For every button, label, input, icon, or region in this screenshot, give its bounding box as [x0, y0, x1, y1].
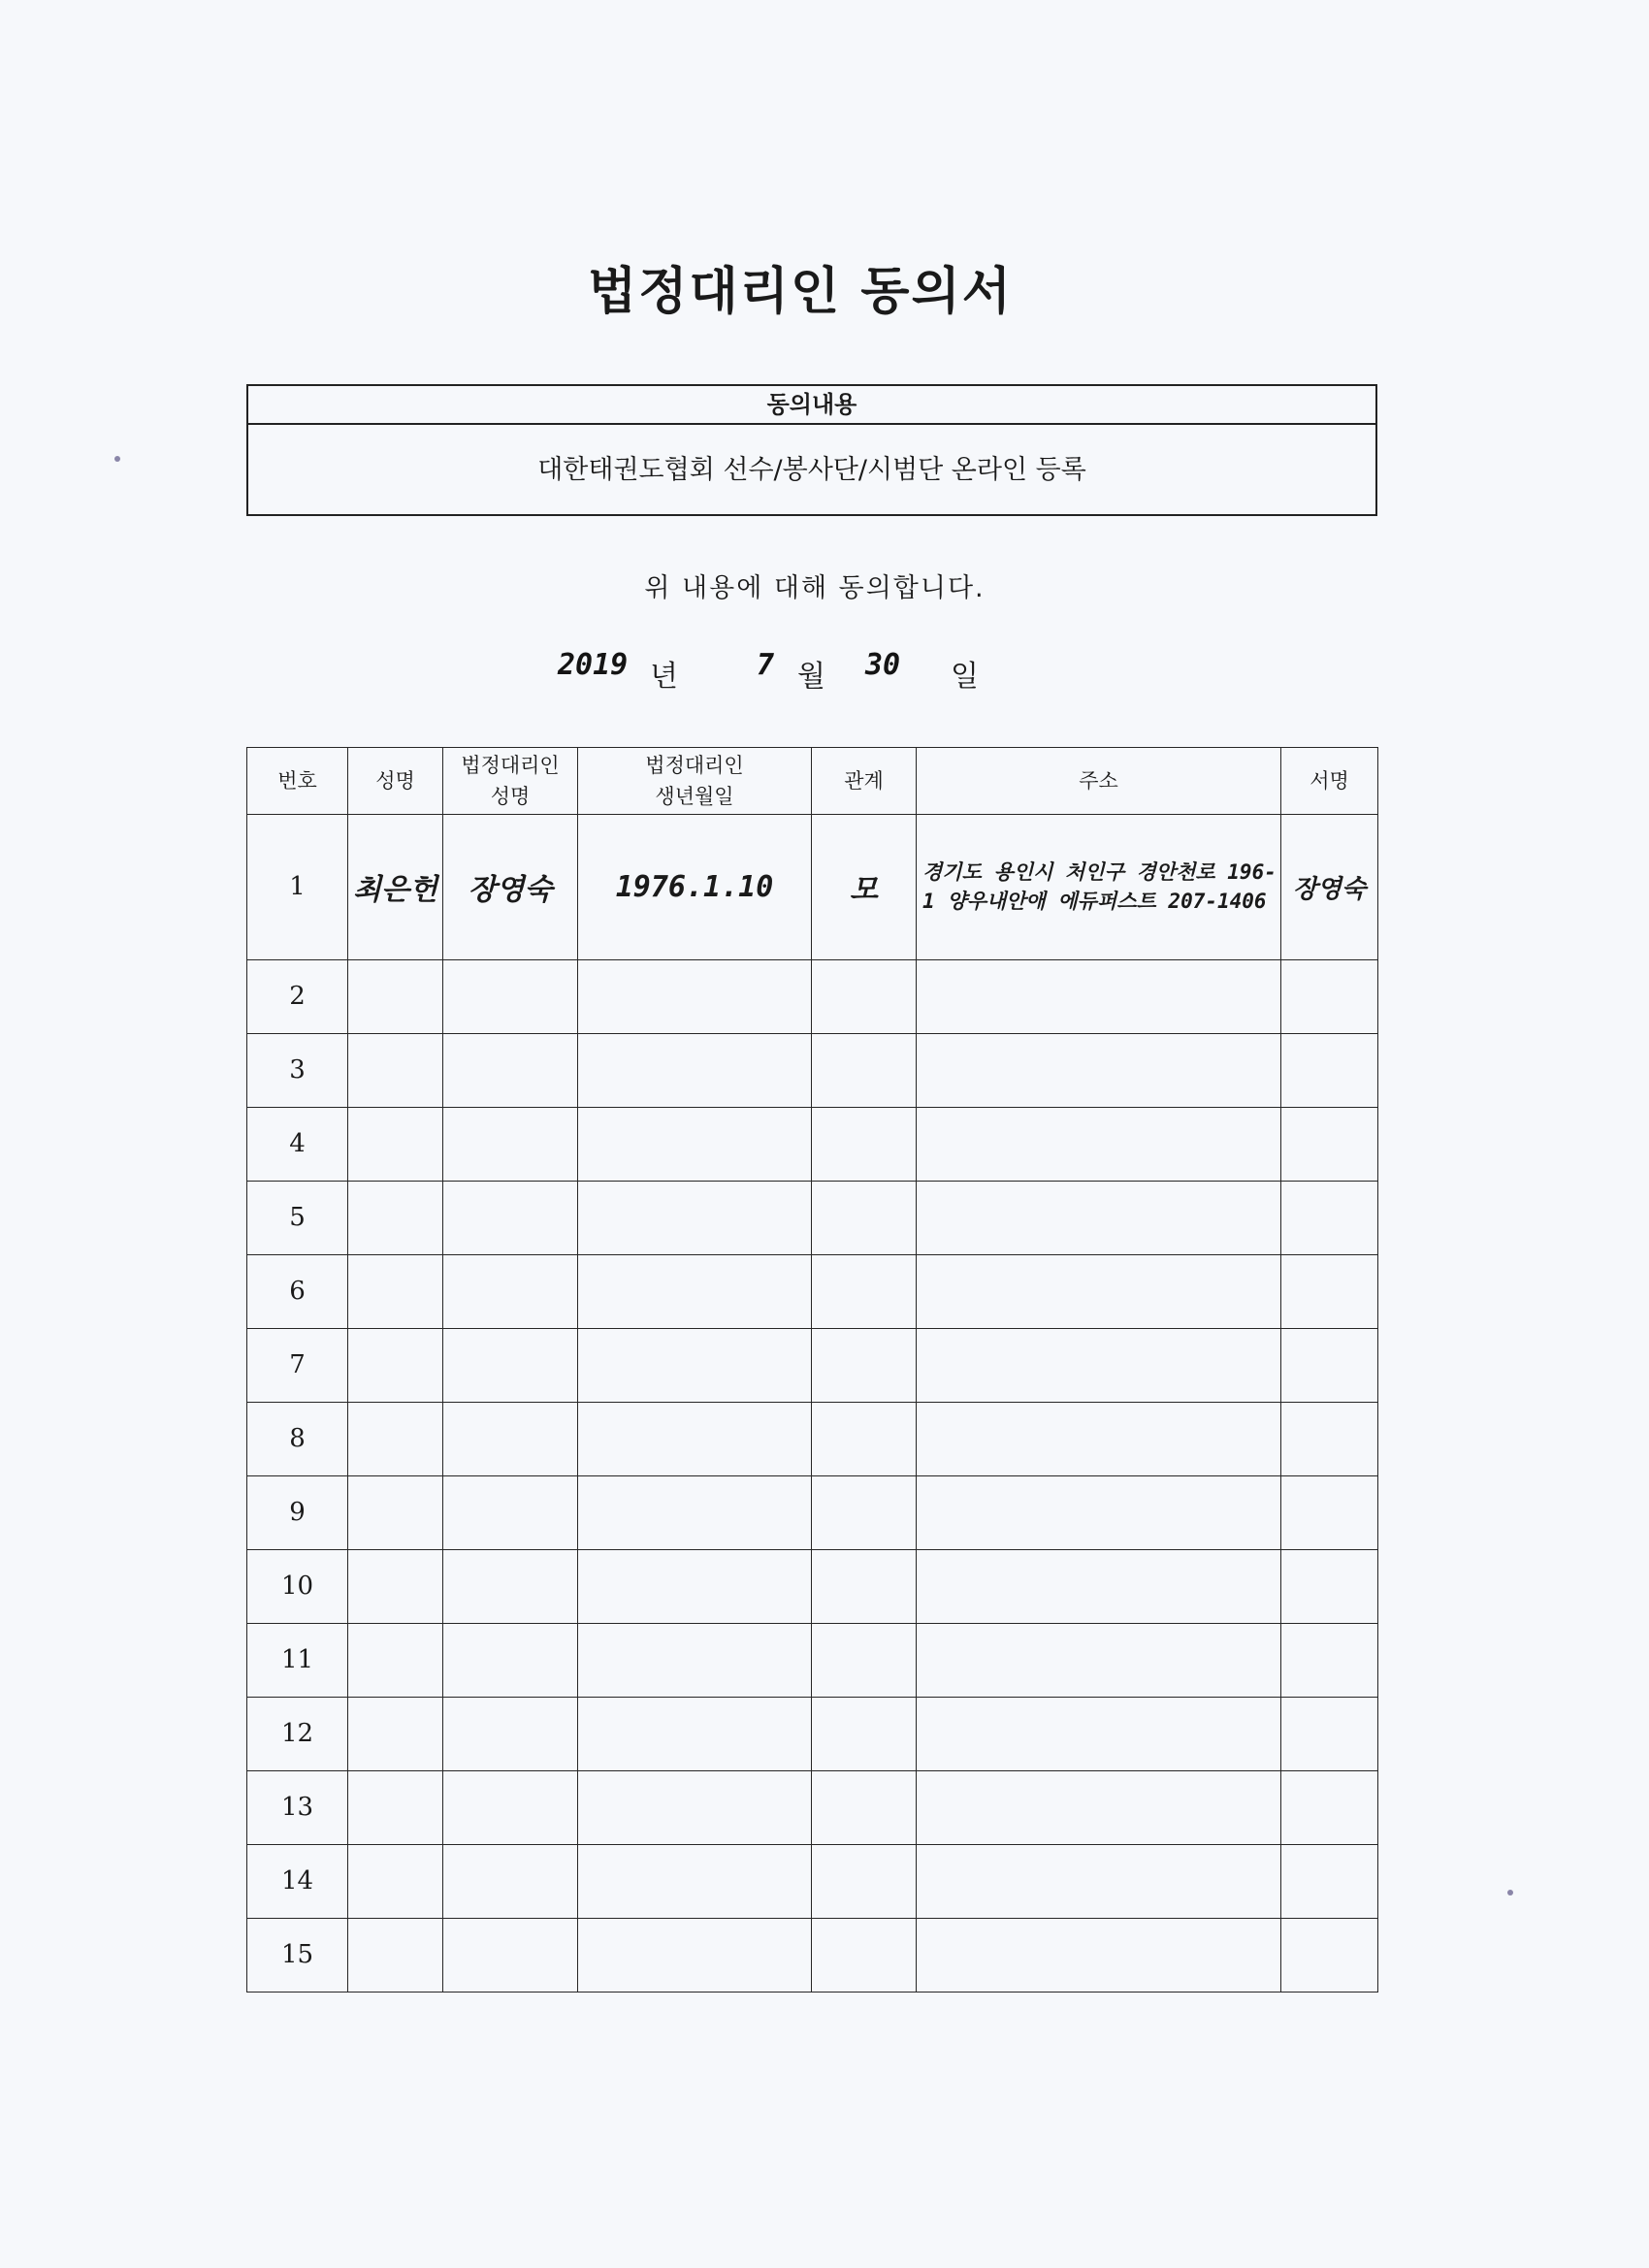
scan-speck	[114, 456, 120, 462]
cell-name	[348, 1770, 443, 1844]
cell-signature	[1281, 1918, 1378, 1992]
cell-address	[917, 1475, 1281, 1549]
cell-no: 8	[247, 1402, 348, 1475]
cell-name	[348, 1033, 443, 1107]
cell-signature	[1281, 1475, 1378, 1549]
agree-statement: 위 내용에 대해 동의합니다.	[644, 573, 986, 603]
cell-birth	[578, 959, 812, 1033]
cell-address	[917, 1107, 1281, 1181]
cell-birth	[578, 1181, 812, 1254]
cell-guardian	[443, 1697, 578, 1770]
date-line	[0, 648, 1649, 697]
cell-signature	[1281, 1107, 1378, 1181]
cell-birth: 1976.1.10	[578, 815, 812, 960]
date-day-unit: 일	[951, 660, 979, 694]
table-row	[247, 815, 1378, 960]
cell-relation	[812, 959, 917, 1033]
cell-relation	[812, 1770, 917, 1844]
table-row	[247, 1623, 1378, 1697]
cell-birth	[578, 1918, 812, 1992]
cell-signature: 장영숙	[1281, 815, 1378, 960]
cell-birth	[578, 1623, 812, 1697]
cell-birth	[578, 1697, 812, 1770]
cell-relation	[812, 1328, 917, 1402]
date-year: 2019	[558, 648, 629, 682]
cell-relation	[812, 1033, 917, 1107]
cell-name	[348, 1328, 443, 1402]
cell-birth	[578, 1549, 812, 1623]
cell-guardian: 장영숙	[443, 815, 578, 960]
cell-relation	[812, 1254, 917, 1328]
cell-guardian	[443, 1475, 578, 1549]
table-row	[247, 1697, 1378, 1770]
cell-signature	[1281, 1623, 1378, 1697]
cell-relation	[812, 1549, 917, 1623]
cell-relation	[812, 1181, 917, 1254]
cell-name	[348, 1697, 443, 1770]
cell-name	[348, 1107, 443, 1181]
cell-birth	[578, 1254, 812, 1328]
cell-guardian	[443, 1844, 578, 1918]
cell-no: 13	[247, 1770, 348, 1844]
cell-signature	[1281, 1549, 1378, 1623]
cell-signature	[1281, 1328, 1378, 1402]
table-row	[247, 1402, 1378, 1475]
cell-relation	[812, 1107, 917, 1181]
date-month-unit: 월	[797, 660, 825, 694]
cell-address: 경기도 용인시 처인구 경안천로 196-1 양우내안애 에듀퍼스트 207-1406	[917, 815, 1281, 960]
cell-no: 15	[247, 1918, 348, 1992]
cell-no: 11	[247, 1623, 348, 1697]
cell-name	[348, 1549, 443, 1623]
consent-body: 대한태권도협회 선수/봉사단/시범단 온라인 등록	[537, 455, 1086, 485]
cell-address	[917, 1697, 1281, 1770]
cell-signature	[1281, 959, 1378, 1033]
cell-address	[917, 959, 1281, 1033]
document-title: 법정대리인 동의서	[588, 262, 1013, 321]
table-row	[247, 1844, 1378, 1918]
cell-address	[917, 1402, 1281, 1475]
cell-address	[917, 1844, 1281, 1918]
table-row	[247, 1033, 1378, 1107]
consent-box	[246, 384, 1377, 516]
table-header-cell: 법정대리인 생년월일	[578, 748, 812, 815]
table-header-cell: 성명	[348, 748, 443, 815]
cell-relation	[812, 1402, 917, 1475]
cell-guardian	[443, 1770, 578, 1844]
cell-address	[917, 1328, 1281, 1402]
table-row	[247, 1770, 1378, 1844]
cell-guardian	[443, 1402, 578, 1475]
date-month: 7	[757, 648, 775, 682]
cell-birth	[578, 1402, 812, 1475]
table-header-cell: 법정대리인 성명	[443, 748, 578, 815]
cell-signature	[1281, 1254, 1378, 1328]
cell-name	[348, 1402, 443, 1475]
cell-name	[348, 959, 443, 1033]
cell-guardian	[443, 1107, 578, 1181]
cell-guardian	[443, 1918, 578, 1992]
table-row	[247, 1918, 1378, 1992]
table-header-cell: 주소	[917, 748, 1281, 815]
table-header-cell: 서명	[1281, 748, 1378, 815]
cell-guardian	[443, 1033, 578, 1107]
cell-relation	[812, 1697, 917, 1770]
cell-no: 12	[247, 1697, 348, 1770]
cell-no: 6	[247, 1254, 348, 1328]
cell-no: 3	[247, 1033, 348, 1107]
cell-no: 14	[247, 1844, 348, 1918]
cell-birth	[578, 1844, 812, 1918]
cell-address	[917, 1033, 1281, 1107]
cell-no: 2	[247, 959, 348, 1033]
cell-name	[348, 1918, 443, 1992]
scan-speck	[1507, 1890, 1513, 1895]
cell-signature	[1281, 1033, 1378, 1107]
table-row	[247, 1181, 1378, 1254]
cell-guardian	[443, 1328, 578, 1402]
cell-name	[348, 1623, 443, 1697]
cell-signature	[1281, 1770, 1378, 1844]
cell-birth	[578, 1328, 812, 1402]
table-row	[247, 1254, 1378, 1328]
table-row	[247, 1328, 1378, 1402]
table-row	[247, 1549, 1378, 1623]
cell-name	[348, 1181, 443, 1254]
cell-no: 7	[247, 1328, 348, 1402]
cell-name	[348, 1844, 443, 1918]
cell-relation: 모	[812, 815, 917, 960]
cell-guardian	[443, 959, 578, 1033]
table-header-cell: 번호	[247, 748, 348, 815]
cell-relation	[812, 1623, 917, 1697]
cell-guardian	[443, 1623, 578, 1697]
table-header-cell: 관계	[812, 748, 917, 815]
cell-signature	[1281, 1844, 1378, 1918]
table-row	[247, 1475, 1378, 1549]
cell-address	[917, 1181, 1281, 1254]
cell-no: 1	[247, 815, 348, 960]
cell-birth	[578, 1770, 812, 1844]
cell-guardian	[443, 1181, 578, 1254]
cell-no: 10	[247, 1549, 348, 1623]
cell-guardian	[443, 1549, 578, 1623]
cell-guardian	[443, 1254, 578, 1328]
cell-address	[917, 1549, 1281, 1623]
table-body	[247, 815, 1378, 1993]
cell-address	[917, 1254, 1281, 1328]
cell-address	[917, 1918, 1281, 1992]
table-row	[247, 959, 1378, 1033]
date-year-unit: 년	[650, 660, 678, 694]
cell-name: 최은헌	[348, 815, 443, 960]
guardian-table	[246, 747, 1378, 1993]
cell-no: 5	[247, 1181, 348, 1254]
table-row	[247, 1107, 1378, 1181]
cell-signature	[1281, 1181, 1378, 1254]
cell-address	[917, 1770, 1281, 1844]
cell-relation	[812, 1844, 917, 1918]
cell-no: 9	[247, 1475, 348, 1549]
consent-header: 동의내용	[248, 386, 1375, 425]
table-header-row	[247, 748, 1378, 815]
cell-signature	[1281, 1402, 1378, 1475]
cell-no: 4	[247, 1107, 348, 1181]
cell-name	[348, 1475, 443, 1549]
cell-birth	[578, 1475, 812, 1549]
cell-relation	[812, 1918, 917, 1992]
cell-birth	[578, 1033, 812, 1107]
cell-relation	[812, 1475, 917, 1549]
cell-address	[917, 1623, 1281, 1697]
cell-name	[348, 1254, 443, 1328]
cell-birth	[578, 1107, 812, 1181]
date-day: 30	[865, 648, 901, 682]
cell-signature	[1281, 1697, 1378, 1770]
